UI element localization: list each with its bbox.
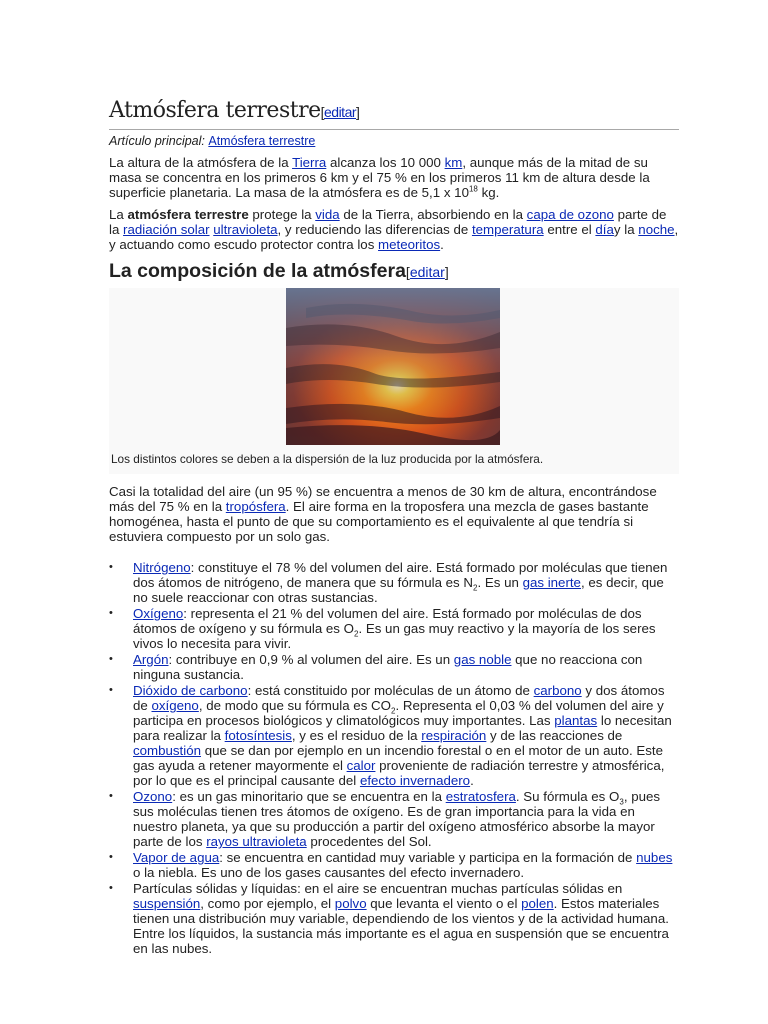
- link-radiacion-solar[interactable]: radiación solar: [123, 222, 210, 237]
- bullet-icon: •: [109, 607, 113, 619]
- link-dia[interactable]: día: [595, 222, 614, 237]
- link-fotosintesis[interactable]: fotosíntesis: [224, 728, 292, 743]
- edit-link[interactable]: editar: [409, 264, 445, 280]
- link-gas-noble[interactable]: gas noble: [453, 652, 512, 667]
- bullet-icon: •: [109, 790, 113, 802]
- sunset-sky-image[interactable]: [286, 288, 500, 445]
- link-plantas[interactable]: plantas: [554, 713, 598, 728]
- link-argon[interactable]: Argón: [133, 652, 169, 667]
- figure-thumbnail: [109, 288, 679, 474]
- edit-link[interactable]: editar: [324, 104, 357, 120]
- link-calor[interactable]: calor: [346, 758, 376, 773]
- bullet-icon: •: [109, 882, 113, 894]
- bullet-icon: •: [109, 684, 113, 696]
- link-vida[interactable]: vida: [315, 207, 340, 222]
- link-capa-ozono[interactable]: capa de ozono: [526, 207, 614, 222]
- link-noche[interactable]: noche: [638, 222, 675, 237]
- list-item-oxigeno: • Oxígeno: representa el 21 % del volumen del aire. Está formado por moléculas de dos átomos de oxígeno y su fórmula es $O_2$. Es un gas muy reactivo y la mayoría de los seres vivos lo necesita para vivir.: [109, 606, 656, 651]
- edit-section-link[interactable]: [editar]: [320, 104, 360, 120]
- link-ultravioleta[interactable]: ultravioleta: [213, 222, 278, 237]
- figure-caption: Los distintos colores se deben a la dispersión de la luz producida por la atmósfera.: [111, 452, 544, 466]
- section-title: La composición de la atmósfera: [109, 260, 406, 282]
- link-rayos-ultravioleta[interactable]: rayos ultravioleta: [206, 834, 307, 849]
- list-item-vapor-agua: • Vapor de agua: se encuentra en cantidad muy variable y participa en la formación de nubes o la niebla. Es uno de los gases causantes del efecto invernadero.: [109, 850, 673, 880]
- link-troposfera[interactable]: tropósfera: [225, 499, 286, 514]
- list-item-nitrogeno: • Nitrógeno: constituye el 78 % del volumen del aire. Está formado por moléculas que tienen dos átomos de nitrógeno, de manera que su fórmula es $N_2$. Es un gas inerte, es decir, que no suele reaccionar con otras sustancias.: [109, 560, 668, 605]
- link-km[interactable]: km: [444, 155, 463, 170]
- link-nubes[interactable]: nubes: [636, 850, 673, 865]
- link-meteoritos[interactable]: meteoritos: [378, 237, 441, 252]
- link-combustion[interactable]: combustión: [133, 743, 201, 758]
- list-item-dioxido-carbono: • Dióxido de carbono: está constituido por moléculas de un átomo de carbono y dos átomos de oxígeno, de modo que su fórmula es $CO_2$. Representa el 0,03 % del volumen del aire y participa en procesos biológicos y climatológicos muy importantes. Las plantas lo necesitan para realizar la fotosíntesis, y es el residuo de la respiración y de las reacciones de combustión que se dan por ejemplo en un incendio forestal o en el motor de un auto. Este gas ayuda a retener mayormente el calor proveniente de radiación terrestre y atmosférica, por lo que es el principal causante del efecto invernadero.: [109, 683, 672, 788]
- main-article-link[interactable]: Atmósfera terrestre: [208, 134, 316, 148]
- article-content: [109, 96, 679, 957]
- link-respiracion[interactable]: respiración: [421, 728, 487, 743]
- edit-section-link[interactable]: [editar]: [405, 264, 449, 280]
- link-efecto-invernadero[interactable]: efecto invernadero: [359, 773, 471, 788]
- link-gas-inerte[interactable]: gas inerte: [522, 575, 581, 590]
- section-heading-composicion: [109, 259, 679, 284]
- bullet-icon: •: [109, 653, 113, 665]
- section-heading-atmosfera: [109, 96, 679, 130]
- link-oxigeno[interactable]: Oxígeno: [133, 606, 184, 621]
- paragraph-altura: La altura de la atmósfera de la Tierra alcanza los 10 000 km, aunque más de la mitad de su masa se concentra en los primeros 6 km y el 75 % en los primeros 11 km de altura desde la superficie planetaria. La masa de la atmósfera es de 5,1 x $10^{18}$ kg.: [109, 155, 650, 200]
- link-nitrogeno[interactable]: Nitrógeno: [133, 560, 191, 575]
- list-item-ozono: • Ozono: es un gas minoritario que se encuentra en la estratosfera. Su fórmula es $O_3$, pues sus moléculas tienen tres átomos de oxígeno. Es de gran importancia para la vida en nuestro planeta, ya que su producción a partir del oxígeno atmosférico absorbe la mayor parte de los rayos ultravioleta procedentes del Sol.: [109, 789, 661, 849]
- link-estratosfera[interactable]: estratosfera: [445, 789, 516, 804]
- link-polen[interactable]: polen: [521, 896, 554, 911]
- link-tierra[interactable]: Tierra: [292, 155, 327, 170]
- link-dioxido-carbono[interactable]: Dióxido de carbono: [133, 683, 248, 698]
- gas-list: [109, 560, 679, 956]
- link-carbono[interactable]: carbono: [533, 683, 582, 698]
- link-polvo[interactable]: polvo: [334, 896, 367, 911]
- bullet-icon: •: [109, 851, 113, 863]
- list-item-particulas: • Partículas sólidas y líquidas: en el aire se encuentran muchas partículas sólidas en suspensión, como por ejemplo, el polvo que levanta el viento o el polen. Estos materiales tienen una distribución muy variable, dependiendo de los vientos y de la actividad humana. Entre los líquidos, la sustancia más importante es el agua en suspensión que se encuentra en las nubes.: [109, 881, 669, 956]
- link-vapor-agua[interactable]: Vapor de agua: [133, 850, 220, 865]
- section-title: Atmósfera terrestre: [109, 98, 321, 123]
- paragraph-totalidad-aire: Casi la totalidad del aire (un 95 %) se encuentra a menos de 30 km de altura, encontrándose más del 75 % en la tropósfera. El aire forma en la troposfera una mezcla de gases bastante homogénea, hasta el punto de que su comportamiento es el equivalente al que tendría si estuviera compuesto por un solo gas.: [109, 484, 657, 544]
- hatnote: Artículo principal: Atmósfera terrestre: [109, 134, 316, 148]
- link-temperatura[interactable]: temperatura: [471, 222, 544, 237]
- link-suspension[interactable]: suspensión: [133, 896, 201, 911]
- list-item-argon: • Argón: contribuye en 0,9 % al volumen del aire. Es un gas noble que no reacciona con ninguna sustancia.: [109, 652, 643, 682]
- paragraph-proteccion: La atmósfera terrestre protege la vida de la Tierra, absorbiendo en la capa de ozono parte de la radiación solar ultravioleta, y reduciendo las diferencias de temperatura entre el díay la noche, y actuando como escudo protector contra los meteoritos.: [109, 207, 679, 252]
- link-ozono[interactable]: Ozono: [133, 789, 173, 804]
- link-oxigeno-2[interactable]: oxígeno: [151, 698, 199, 713]
- bullet-icon: •: [109, 561, 113, 573]
